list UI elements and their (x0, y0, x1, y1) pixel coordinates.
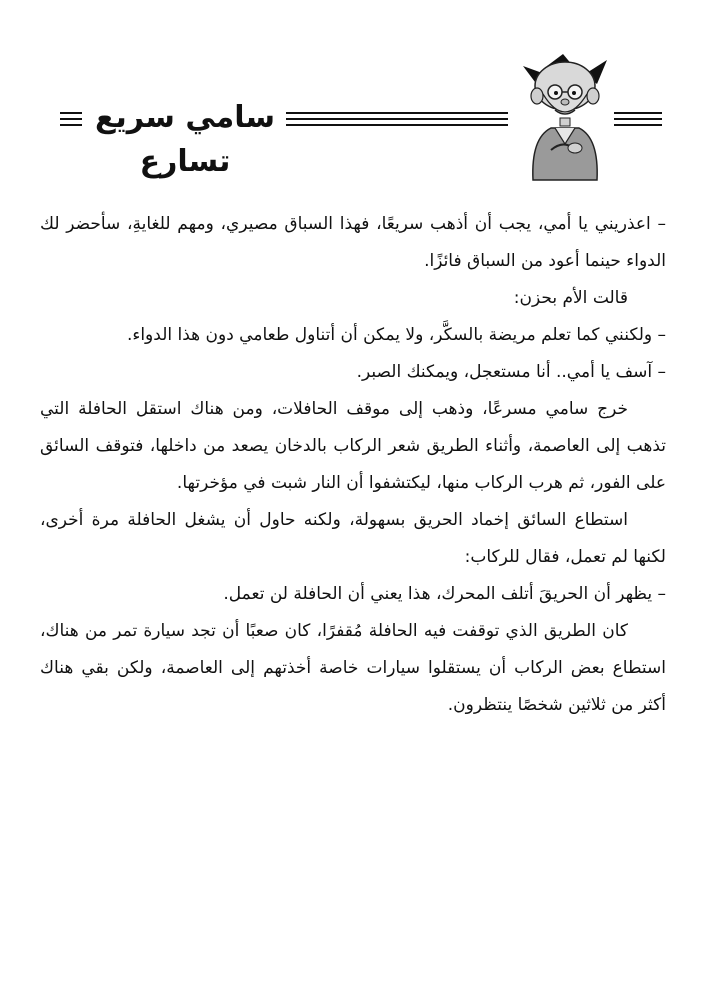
chapter-title: سامي سريع تسارع (94, 100, 276, 179)
chapter-header (0, 0, 720, 190)
paragraph-7: – يظهر أن الحريقَ أتلف المحرك، هذا يعني أن الحافلة لن تعمل. (223, 584, 666, 604)
paragraph-3: – ولكنني كما تعلم مريضة بالسكَّر، ولا يمكن أن أتناول طعامي دون هذا الدواء. (126, 325, 666, 345)
paragraph-4: – آسف يا أمي.. أنا مستعجل، ويمكنك الصبر. (356, 362, 666, 382)
paragraph-5: خرج سامي مسرعًا، وذهب إلى موقف الحافلات، ومن هناك استقل الحافلة التي تذهب إلى العاصمة، وأثناء الطريق شعر الركاب بالدخان يصعد من داخلها، فتوقف السائق على الفور، ثم هرب الركاب منها، ليكتشفوا أن النار شبت في مؤخرتها. (40, 399, 666, 493)
paragraph-8: كان الطريق الذي توقفت فيه الحافلة مُقفرًا، كان صعبًا أن تجد سيارة تمر من هناك، استطاع بعض الركاب أن يستقلوا سيارات خاصة أخذتهم إلى العاصمة، ولكن بقي هناك أكثر من ثلاثين شخصًا ينتظرون. (40, 621, 666, 715)
title-ornament-right (286, 112, 508, 126)
cartoon-boy-mascot-icon (515, 52, 615, 182)
title-ornament-left (60, 112, 82, 126)
paragraph-6: استطاع السائق إخماد الحريق بسهولة، ولكنه حاول أن يشغل الحافلة مرة أخرى، لكنها لم تعمل، فقال للركاب: (40, 510, 666, 567)
title-ornament-far-right (614, 112, 662, 126)
paragraph-1: – اعذريني يا أمي، يجب أن أذهب سريعًا، فهذا السباق مصيري، ومهم للغايةِ، سأحضر لك الدواء حينما أعود من السباق فائزًا. (40, 214, 666, 271)
story-text (40, 206, 666, 906)
paragraph-2: قالت الأم بحزن: (513, 288, 628, 308)
